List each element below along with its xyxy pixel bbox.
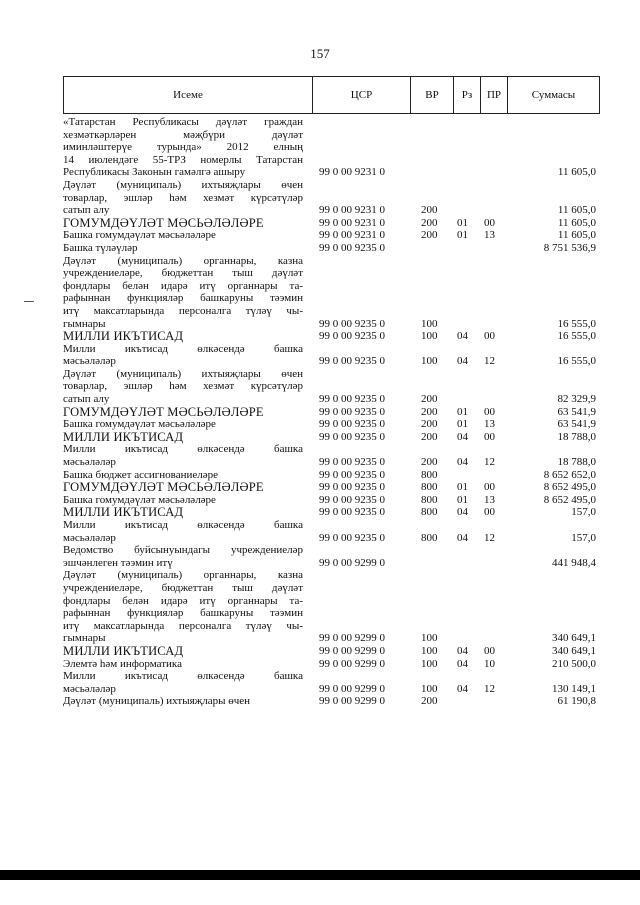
column-header-vr: ВР (410, 77, 453, 113)
row-name-line: сатып алу (63, 393, 110, 406)
row-csr: 99 0 00 9235 0 (319, 456, 385, 469)
row-name-line: хезмәткәрләрен мәҗбүри дәүләт (63, 128, 303, 141)
row-sum: 11 605,0 (557, 204, 596, 217)
table-row (63, 179, 600, 217)
row-name (63, 343, 303, 368)
table-row (63, 116, 600, 179)
row-name-line: учреждениеләре, бюджеттан тыш дәүләт (63, 267, 303, 280)
row-name-line: Республикасы Законын гамәлгә ашыру (63, 166, 246, 179)
row-sum: 157,0 (571, 531, 596, 544)
row-name-line: Башка гомумдәүләт мәсьәләләре (63, 229, 216, 242)
row-name-line: МИЛЛИ ИКЪТИСАД (63, 505, 184, 520)
row-csr: 99 0 00 9299 0 (319, 695, 385, 708)
row-rz: 04 (457, 506, 468, 519)
row-name (63, 116, 303, 179)
row-name (63, 645, 303, 658)
row-csr: 99 0 00 9235 0 (319, 393, 385, 406)
table-row (63, 519, 600, 544)
row-name-line: 14 июлендәге 55-ТРЗ номерлы Татарстан (63, 153, 303, 166)
row-vr: 100 (421, 644, 438, 657)
row-rz: 04 (457, 531, 468, 544)
row-sum: 340 649,1 (552, 632, 596, 645)
row-sum: 63 541,9 (557, 418, 596, 431)
column-header-csr: ЦСР (312, 77, 410, 113)
row-csr: 99 0 00 9235 0 (319, 241, 385, 254)
row-vr: 100 (421, 657, 438, 670)
row-pr: 00 (484, 330, 495, 343)
row-pr: 13 (484, 229, 495, 242)
row-sum: 16 555,0 (557, 330, 596, 343)
row-name (63, 179, 303, 217)
row-vr: 100 (421, 330, 438, 343)
row-sum: 210 500,0 (552, 657, 596, 670)
column-header-rz: Рз (453, 77, 480, 113)
row-csr: 99 0 00 9231 0 (319, 166, 385, 179)
table-row (63, 418, 600, 431)
row-name-line: фондлары белән идарә итү органнары та- (63, 594, 303, 607)
row-pr: 00 (484, 506, 495, 519)
row-vr: 200 (421, 418, 438, 431)
row-csr: 99 0 00 9231 0 (319, 229, 385, 242)
margin-mark (24, 301, 34, 302)
row-vr: 800 (421, 481, 438, 494)
row-name-line: Башка бюджет ассигнованиеләре (63, 468, 218, 481)
row-vr: 200 (421, 393, 438, 406)
row-rz: 01 (457, 418, 468, 431)
row-name-line: Дәүләт (муниципаль) органнары, казна (63, 569, 303, 582)
row-vr: 800 (421, 493, 438, 506)
row-name-line: итү максатларында персоналга түләү чы- (63, 304, 303, 317)
row-pr: 00 (484, 216, 495, 229)
row-vr: 200 (421, 216, 438, 229)
row-csr: 99 0 00 9235 0 (319, 506, 385, 519)
row-rz: 04 (457, 456, 468, 469)
table-row (63, 242, 600, 255)
row-name (63, 544, 303, 569)
row-name (63, 330, 303, 343)
row-sum: 82 329,9 (557, 393, 596, 406)
table-body (63, 116, 600, 708)
row-name-line: товарлар, эшләр һәм хезмәт күрсәтүләр (63, 191, 303, 204)
row-name-line: ГОМУМДӘҮЛӘТ МӘСЬӘЛӘЛӘРЕ (63, 215, 264, 230)
row-name-line: рафыннан функцияләр башкаруны тәэмин (63, 607, 303, 620)
row-name-line: иминләштерүе турында» 2012 елның (63, 141, 303, 154)
row-name-line: мәсьәләләр (63, 682, 116, 695)
row-name-line: Башка гомумдәүләт мәсьәләләре (63, 418, 216, 431)
table-row (63, 217, 600, 230)
row-name (63, 519, 303, 544)
row-vr: 200 (421, 229, 438, 242)
row-vr: 200 (421, 204, 438, 217)
row-name-line: МИЛЛИ ИКЪТИСАД (63, 329, 184, 344)
row-name-line: рафыннан функцияләр башкаруны тәэмин (63, 292, 303, 305)
table-header (63, 76, 600, 114)
row-vr: 200 (421, 695, 438, 708)
row-sum: 130 149,1 (552, 682, 596, 695)
row-csr: 99 0 00 9235 0 (319, 531, 385, 544)
table-row (63, 431, 600, 444)
row-name-line: ГОМУМДӘҮЛӘТ МӘСЬӘЛӘЛӘРЕ (63, 404, 264, 419)
row-vr: 200 (421, 456, 438, 469)
row-csr: 99 0 00 9235 0 (319, 418, 385, 431)
row-name-line: Дәүләт (муниципаль) ихтыяҗлары өчен (63, 178, 303, 191)
row-vr: 800 (421, 531, 438, 544)
row-name (63, 506, 303, 519)
row-name-line: ГОМУМДӘҮЛӘТ МӘСЬӘЛӘЛӘРЕ (63, 480, 264, 495)
row-csr: 99 0 00 9299 0 (319, 644, 385, 657)
table-row (63, 695, 600, 708)
table-row (63, 443, 600, 468)
row-name (63, 431, 303, 444)
row-pr: 12 (484, 682, 495, 695)
row-name-line: Милли икътисад өлкәсендә башка (63, 519, 303, 531)
row-name (63, 695, 303, 708)
table-row (63, 368, 600, 406)
row-pr: 12 (484, 531, 495, 544)
row-name-line: учреждениеләре, бюджеттан тыш дәүләт (63, 581, 303, 594)
row-name-line: сатып алу (63, 204, 110, 217)
row-name-line: мәсьәләләр (63, 355, 116, 368)
row-name-line: мәсьәләләр (63, 456, 116, 469)
row-pr: 12 (484, 456, 495, 469)
row-sum: 11 605,0 (557, 229, 596, 242)
table-row (63, 670, 600, 695)
row-csr: 99 0 00 9231 0 (319, 204, 385, 217)
table-row (63, 645, 600, 658)
row-csr: 99 0 00 9299 0 (319, 682, 385, 695)
row-sum: 340 649,1 (552, 644, 596, 657)
row-vr: 100 (421, 682, 438, 695)
row-vr: 800 (421, 468, 438, 481)
row-sum: 157,0 (571, 506, 596, 519)
row-name-line: итү максатларында персоналга түләү чы- (63, 619, 303, 632)
row-sum: 11 605,0 (557, 166, 596, 179)
row-name-line: гымнары (63, 632, 106, 645)
row-csr: 99 0 00 9235 0 (319, 330, 385, 343)
table-row (63, 229, 600, 242)
row-rz: 04 (457, 644, 468, 657)
row-name (63, 406, 303, 419)
row-pr: 00 (484, 405, 495, 418)
table-row (63, 658, 600, 671)
row-name (63, 418, 303, 431)
row-rz: 04 (457, 330, 468, 343)
row-name-line: гымнары (63, 317, 106, 330)
row-rz: 01 (457, 216, 468, 229)
row-sum: 8 652 652,0 (543, 468, 596, 481)
row-sum: 16 555,0 (557, 355, 596, 368)
row-rz: 04 (457, 355, 468, 368)
row-name-line: Дәүләт (муниципаль) ихтыяҗлары өчен (63, 367, 303, 380)
row-csr: 99 0 00 9299 0 (319, 657, 385, 670)
row-pr: 12 (484, 355, 495, 368)
column-header-name: Исеме (173, 89, 203, 101)
row-name (63, 443, 303, 468)
row-name-line: МИЛЛИ ИКЪТИСАД (63, 643, 184, 658)
row-name (63, 569, 303, 645)
row-sum: 61 190,8 (557, 695, 596, 708)
row-sum: 8 751 536,9 (543, 241, 596, 254)
row-name-line: Милли икътисад өлкәсендә башка (63, 443, 303, 456)
row-vr: 100 (421, 355, 438, 368)
row-vr: 100 (421, 317, 438, 330)
row-csr: 99 0 00 9235 0 (319, 430, 385, 443)
row-csr: 99 0 00 9235 0 (319, 493, 385, 506)
row-name (63, 255, 303, 331)
row-name (63, 481, 303, 494)
row-name-line: товарлар, эшләр һәм хезмәт күрсәтүләр (63, 380, 303, 393)
row-csr: 99 0 00 9235 0 (319, 481, 385, 494)
row-sum: 441 948,4 (552, 556, 596, 569)
row-csr: 99 0 00 9299 0 (319, 556, 385, 569)
row-name (63, 658, 303, 671)
row-csr: 99 0 00 9235 0 (319, 355, 385, 368)
row-sum: 8 652 495,0 (543, 481, 596, 494)
row-rz: 01 (457, 405, 468, 418)
row-name-line: Дәүләт (муниципаль) органнары, казна (63, 254, 303, 267)
row-name-line: эшчәнлеген тәэмин итү (63, 556, 173, 569)
row-rz: 04 (457, 682, 468, 695)
table-row (63, 481, 600, 494)
table-row (63, 506, 600, 519)
table-row (63, 330, 600, 343)
row-pr: 00 (484, 481, 495, 494)
row-csr: 99 0 00 9235 0 (319, 317, 385, 330)
row-sum: 18 788,0 (557, 456, 596, 469)
row-name (63, 229, 303, 242)
row-rz: 04 (457, 657, 468, 670)
row-rz: 01 (457, 229, 468, 242)
row-name-line: Милли икътисад өлкәсендә башка (63, 670, 303, 683)
row-pr: 13 (484, 493, 495, 506)
row-sum: 63 541,9 (557, 405, 596, 418)
row-name-line: фондлары белән идарә итү органнары та- (63, 279, 303, 292)
column-header-sum: Суммасы (507, 77, 599, 113)
table-row (63, 343, 600, 368)
row-name-line: Ведомство буйсынуындагы учреждениеләр (63, 544, 303, 557)
row-csr: 99 0 00 9235 0 (319, 468, 385, 481)
table-row (63, 569, 600, 645)
row-csr: 99 0 00 9231 0 (319, 216, 385, 229)
row-vr: 200 (421, 430, 438, 443)
row-name-line: Дәүләт (муниципаль) ихтыяҗлары өчен (63, 695, 251, 708)
row-name (63, 368, 303, 406)
table-row (63, 406, 600, 419)
row-name-line: Элемтә һәм информатика (63, 657, 182, 670)
row-pr: 00 (484, 430, 495, 443)
row-vr: 100 (421, 632, 438, 645)
row-csr: 99 0 00 9299 0 (319, 632, 385, 645)
row-name-line: «Татарстан Республикасы дәүләт граждан (63, 116, 303, 128)
row-name-line: Милли икътисад өлкәсендә башка (63, 342, 303, 355)
row-name (63, 670, 303, 695)
row-name (63, 242, 303, 255)
row-rz: 04 (457, 430, 468, 443)
table-row (63, 255, 600, 331)
column-header-pr: ПР (480, 77, 507, 113)
page-number: 157 (310, 46, 330, 61)
table-row (63, 544, 600, 569)
row-sum: 18 788,0 (557, 430, 596, 443)
row-rz: 01 (457, 493, 468, 506)
row-name (63, 217, 303, 230)
row-rz: 01 (457, 481, 468, 494)
row-name-line: мәсьәләләр (63, 531, 116, 544)
row-vr: 200 (421, 405, 438, 418)
row-sum: 16 555,0 (557, 317, 596, 330)
row-csr: 99 0 00 9235 0 (319, 405, 385, 418)
row-sum: 11 605,0 (557, 216, 596, 229)
row-name-line: Башка гомумдәүләт мәсьәләләре (63, 493, 216, 506)
row-pr: 00 (484, 644, 495, 657)
scan-bottom-edge (0, 870, 640, 880)
row-name-line: МИЛЛИ ИКЪТИСАД (63, 429, 184, 444)
row-sum: 8 652 495,0 (543, 493, 596, 506)
row-pr: 13 (484, 418, 495, 431)
row-name-line: Башка түләүләр (63, 241, 138, 254)
row-pr: 10 (484, 657, 495, 670)
row-vr: 800 (421, 506, 438, 519)
